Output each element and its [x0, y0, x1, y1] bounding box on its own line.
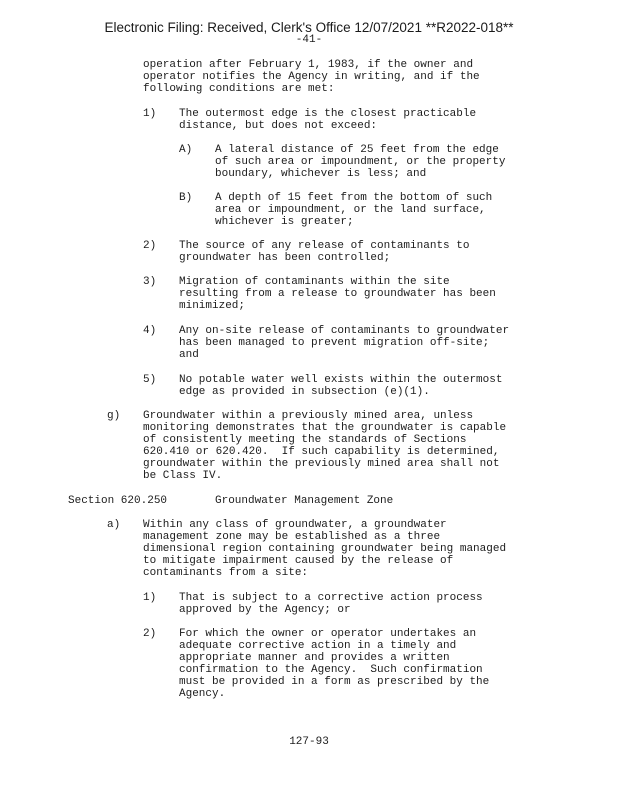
condition-marker: 5) [143, 374, 157, 386]
intro-line: operator notifies the Agency in writing, and if the [143, 71, 480, 83]
filing-stamp: Electronic Filing: Received, Clerk's Office 12/07/2021 **R2022-018** [104, 20, 514, 35]
condition-marker: 4) [143, 325, 157, 337]
paragraph-line: to mitigate impairment caused by the release of [143, 555, 454, 567]
intro-line: following conditions are met: [143, 83, 335, 95]
condition-line: and [179, 349, 199, 361]
section-title: Groundwater Management Zone [215, 495, 394, 507]
condition-line: Any on-site release of contaminants to groundwater [179, 325, 510, 337]
condition-line: minimized; [179, 300, 246, 312]
subitem-line: must be provided in a form as prescribed by the [179, 676, 490, 688]
subitem-line: approved by the Agency; or [179, 604, 351, 616]
condition-line: distance, but does not exceed: [179, 120, 378, 132]
condition-line: Migration of contaminants within the site [179, 276, 450, 288]
paragraph-marker: g) [107, 410, 121, 422]
paragraph-line: be Class IV. [143, 470, 223, 482]
subitem-line: For which the owner or operator undertakes an [179, 628, 477, 640]
subitem-marker: 2) [143, 628, 157, 640]
paragraph-line: dimensional region containing groundwater being managed [143, 543, 507, 555]
subitem-marker: B) [179, 192, 193, 204]
subitem-marker: A) [179, 144, 193, 156]
condition-line: groundwater has been controlled; [179, 252, 391, 264]
paragraph-line: 620.410 or 620.420. If such capability is determined, [143, 446, 500, 458]
paragraph-line: of consistently meeting the standards of Sections [143, 434, 467, 446]
paragraph-line: Groundwater within a previously mined area, unless [143, 410, 474, 422]
subitem-line: whichever is greater; [215, 216, 354, 228]
condition-line: edge as provided in subsection (e)(1). [179, 386, 430, 398]
condition-marker: 3) [143, 276, 157, 288]
footer-page-ref: 127-93 [289, 736, 329, 748]
section-number: Section 620.250 [68, 495, 168, 507]
subitem-line: area or impoundment, or the land surface, [215, 204, 486, 216]
condition-line: The outermost edge is the closest practicable [179, 108, 477, 120]
condition-marker: 2) [143, 240, 157, 252]
subitem-line: adequate corrective action in a timely and [179, 640, 457, 652]
page-number: -41- [295, 34, 323, 46]
subitem-line: A lateral distance of 25 feet from the edge [215, 144, 499, 156]
paragraph-line: monitoring demonstrates that the groundwater is capable [143, 422, 507, 434]
subitem-line: That is subject to a corrective action process [179, 592, 483, 604]
subitem-line: of such area or impoundment, or the property [215, 156, 506, 168]
condition-line: The source of any release of contaminants to [179, 240, 470, 252]
subitem-line: confirmation to the Agency. Such confirmation [179, 664, 483, 676]
subitem-line: appropriate manner and provides a written [179, 652, 450, 664]
paragraph-line: management zone may be established as a three [143, 531, 441, 543]
paragraph-line: groundwater within the previously mined area shall not [143, 458, 500, 470]
subitem-marker: 1) [143, 592, 157, 604]
intro-line: operation after February 1, 1983, if the owner and [143, 59, 474, 71]
subitem-line: boundary, whichever is less; and [215, 168, 427, 180]
condition-marker: 1) [143, 108, 157, 120]
subitem-line: A depth of 15 feet from the bottom of such [215, 192, 493, 204]
condition-line: has been managed to prevent migration off-site; [179, 337, 490, 349]
subitem-line: Agency. [179, 688, 226, 700]
paragraph-marker: a) [107, 519, 121, 531]
paragraph-line: contaminants from a site: [143, 567, 309, 579]
condition-line: No potable water well exists within the outermost [179, 374, 503, 386]
paragraph-line: Within any class of groundwater, a groundwater [143, 519, 447, 531]
condition-line: resulting from a release to groundwater has been [179, 288, 496, 300]
